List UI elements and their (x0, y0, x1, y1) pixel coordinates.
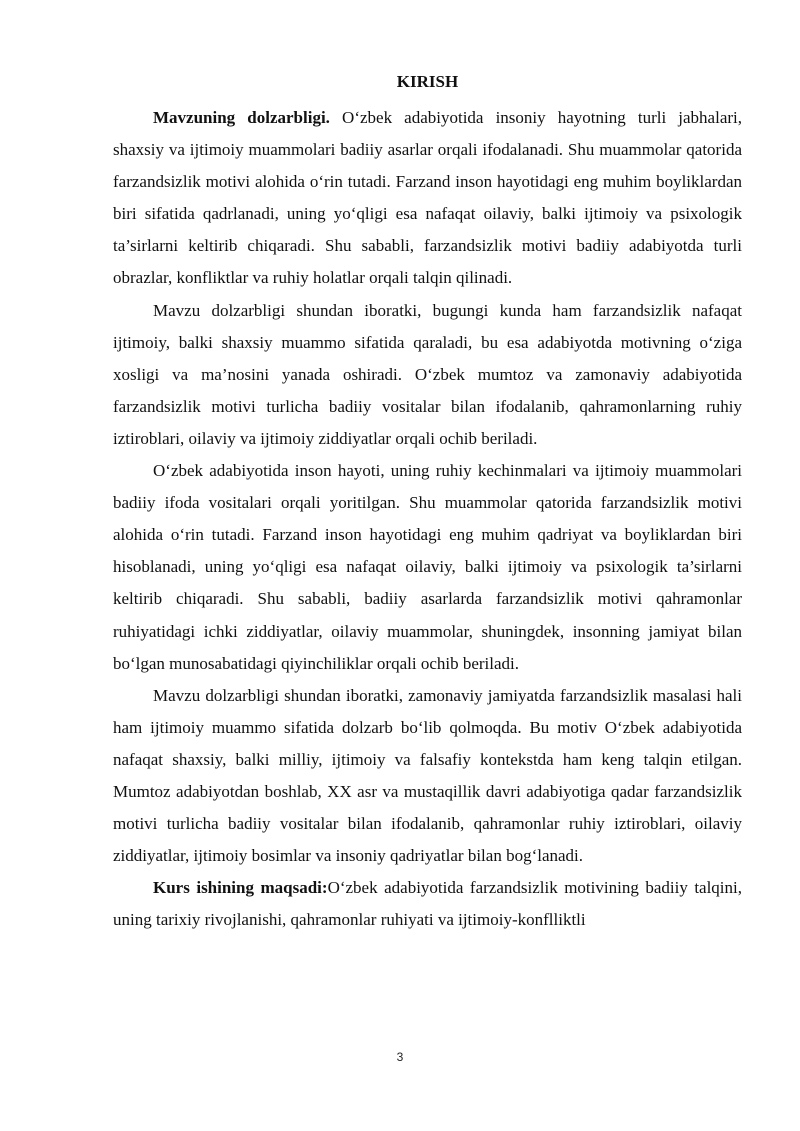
paragraph-relevance (113, 102, 742, 295)
page-number: 3 (396, 1050, 404, 1064)
paragraph-relevance-detail (113, 295, 742, 455)
paragraph-text: O‘zbek adabiyotida inson hayoti, uning ruhiy kechinmalari va ijtimoiy muammolari badiiy ifoda vositalari orqali yoritilgan. Shu muammolar qatorida farzandsizlik motivi alohida o‘rin tutadi. Farzand inson hayotidagi eng muhim qadriyat va boyliklardan biri hisoblanadi, uning yo‘qligi esa nafaqat oilaviy, balki ijtimoiy va psixologik ta’sirlarni keltirib chiqaradi. Shu sababli, badiiy asarlarda farzandsizlik motivi qahramonlar ruhiyatidagi ichki ziddiyatlar, oilaviy muammolar, shuningdek, insonning jamiyat bilan bo‘lgan munosabatidagi qiyinchiliklar orqali ochib beriladi. (113, 461, 742, 673)
paragraph-course-goal (113, 872, 742, 936)
paragraph-lead: Kurs ishining maqsadi: (153, 878, 328, 898)
paragraph-text: Mavzu dolzarbligi shundan iboratki, zamonaviy jamiyatda farzandsizlik masalasi hali ham ijtimoiy muammo sifatida dolzarb bo‘lib qolmoqda. Bu motiv O‘zbek adabiyotida nafaqat shaxsiy, balki milliy, ijtimoiy va falsafiy kontekstda ham keng talqin etilgan. Mumtoz adabiyotdan boshlab, XX asr va mustaqillik davri adabiyotiga qadar farzandsizlik motivi turlicha badiiy vositalar bilan ifodalanib, qahramonlar ruhiy iztiroblari, oilaviy ziddiyatlar, ijtimoiy bosimlar va insoniy qadriyatlar bilan bog‘lanadi. (113, 685, 742, 866)
document-page (113, 72, 742, 936)
paragraph-text: O‘zbek adabiyotida farzandsizlik motivining badiiy talqini, uning tarixiy rivojlanishi, qahramonlar ruhiyati va ijtimoiy-konflliktli (113, 878, 743, 930)
paragraph-modern-context (113, 680, 742, 873)
paragraph-literature-overview (113, 455, 742, 680)
section-heading: KIRISH (396, 72, 459, 91)
paragraph-text: Mavzu dolzarbligi shundan iboratki, bugungi kunda ham farzandsizlik nafaqat ijtimoiy, balki shaxsiy muammo sifatida qaraladi, bu esa adabiyotda motivning o‘ziga xosligi va ma’nosini yanada oshiradi. O‘zbek mumtoz va zamonaviy adabiyotida farzandsizlik motivi turlicha badiiy vositalar bilan ifodalanib, qahramonlarning ruhiy iztiroblari, oilaviy va ijtimoiy ziddiyatlar orqali ochib beriladi. (113, 300, 742, 448)
paragraph-lead: Mavzuning dolzarbligi. (153, 108, 330, 127)
paragraph-text: O‘zbek adabiyotida insoniy hayotning turli jabhalari, shaxsiy va ijtimoiy muammolari badiiy asarlar orqali ifodalanadi. Shu muammolar qatorida farzandsizlik motivi alohida o‘rin tutadi. Farzand inson hayotidagi eng muhim boyliklardan biri sifatida qadrlanadi, uning yo‘qligi esa nafaqat oilaviy, balki ijtimoiy va psixologik ta’sirlarni keltirib chiqaradi. Shu sababli, farzandsizlik motivi badiiy adabiyotda turli obrazlar, konfliktlar va ruhiy holatlar orqali talqin qilinadi. (113, 108, 743, 288)
